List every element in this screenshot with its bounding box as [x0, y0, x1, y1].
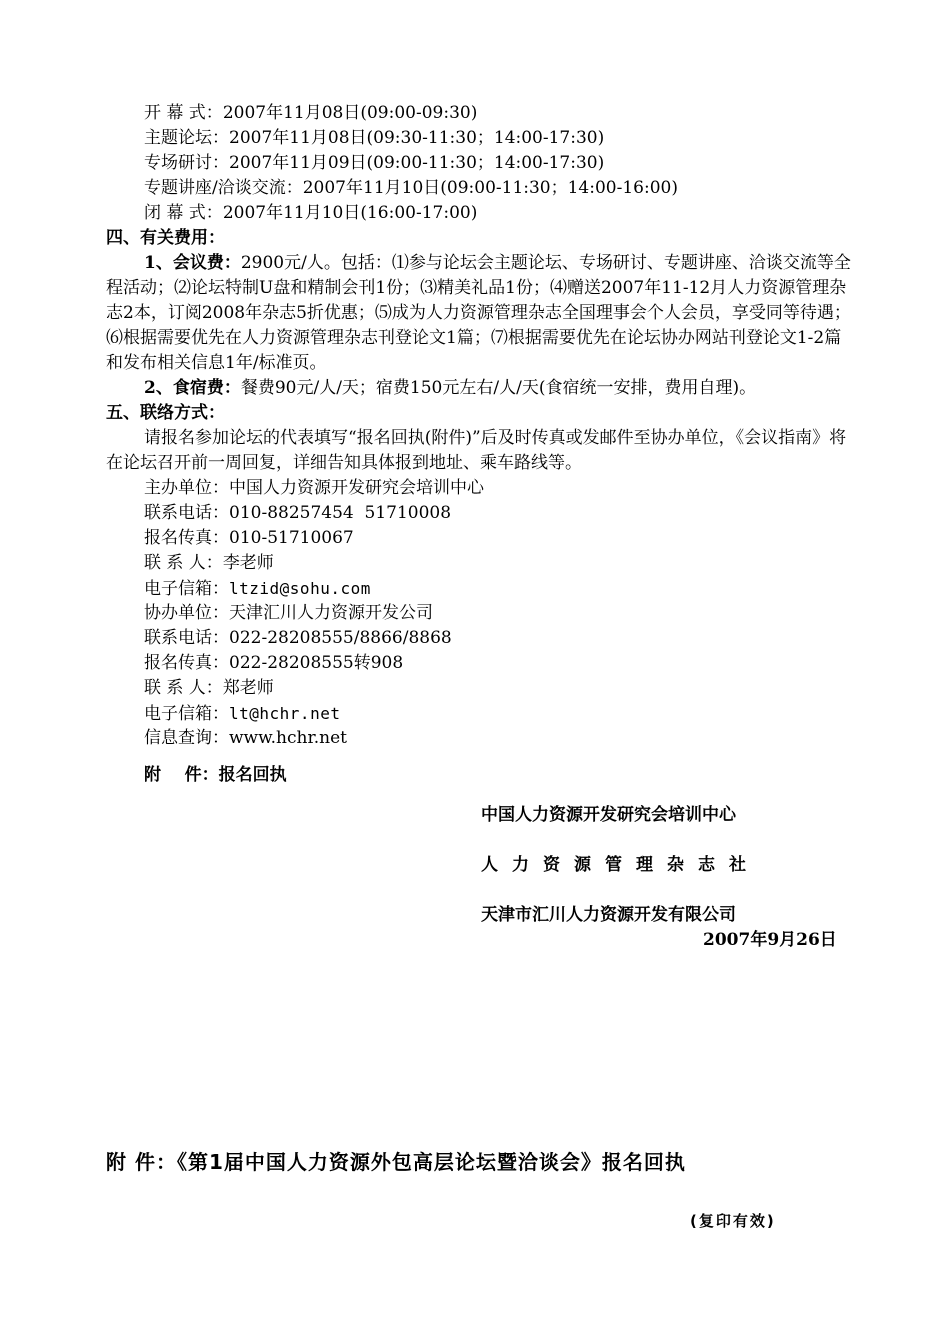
fees-item-lodging	[144, 376, 756, 401]
fees-item1-label: 1、会议费：	[144, 253, 241, 273]
field-label: 联系电话：	[144, 503, 229, 523]
email-link[interactable]: lt@hchr.net	[229, 704, 341, 723]
field-value: 郑老师	[222, 678, 274, 698]
schedule-value: 2007年11月08日(09:00-09:30)	[222, 103, 478, 123]
field-value: 022-28208555转908	[229, 653, 404, 673]
contact-heading: 五、联络方式：	[106, 403, 225, 423]
field-label: 联 系 人：	[144, 553, 223, 573]
field-value: 中国人力资源开发研究会培训中心	[229, 478, 484, 498]
schedule-label: 主题论坛：	[144, 128, 229, 148]
schedule-label: 开 幕 式：	[144, 103, 223, 123]
fees-item2-text: 餐费90元/人/天；宿费150元左右/人/天(食宿统一安排，费用自理)。	[240, 378, 757, 398]
field-label: 信息查询：	[144, 728, 229, 748]
schedule-label: 专场研讨：	[144, 153, 229, 173]
schedule-value: 2007年11月10日(16:00-17:00)	[222, 203, 478, 223]
field-value: 天津汇川人力资源开发公司	[229, 603, 433, 623]
host-person	[144, 551, 274, 576]
attachment-title: 附 件：《第1届中国人力资源外包高层论坛暨洽谈会》报名回执	[106, 1150, 686, 1174]
field-value: 010-51710067	[229, 528, 354, 548]
signature-training-center: 中国人力资源开发研究会培训中心	[481, 805, 736, 825]
attachment-line: 附 件：报名回执	[144, 765, 287, 785]
info-query	[144, 726, 347, 751]
schedule-lectures	[144, 176, 678, 201]
field-value: 李老师	[222, 553, 274, 573]
schedule-label: 闭 幕 式：	[144, 203, 223, 223]
schedule-value: 2007年11月10日(09:00-11:30；14:00-16:00)	[302, 178, 678, 198]
schedule-closing	[144, 201, 477, 226]
contact-intro: 请报名参加论坛的代表填写“报名回执(附件)”后及时传真或发邮件至协办单位，《会议指南》将在论坛召开前一周回复，详细告知具体报到地址、乘车路线等。	[106, 428, 847, 473]
signature-huichuan: 天津市汇川人力资源开发有限公司	[481, 905, 736, 925]
signature-date: 2007年9月26日	[703, 930, 837, 950]
fees-heading: 四、有关费用：	[106, 228, 225, 248]
fees-item-meeting	[106, 251, 854, 376]
field-label: 电子信箱：	[144, 704, 229, 724]
field-label: 联系电话：	[144, 628, 229, 648]
co-unit	[144, 601, 433, 626]
schedule-value: 2007年11月08日(09:30-11:30；14:00-17:30)	[229, 128, 605, 148]
field-label: 协办单位：	[144, 603, 229, 623]
field-value: 010-88257454 51710008	[229, 503, 452, 523]
field-label: 报名传真：	[144, 653, 229, 673]
host-phone	[144, 501, 451, 526]
host-email	[144, 576, 371, 602]
co-person	[144, 676, 274, 701]
schedule-label: 专题讲座/洽谈交流：	[144, 178, 303, 198]
co-phone	[144, 626, 452, 651]
field-label: 联 系 人：	[144, 678, 223, 698]
co-fax	[144, 651, 403, 676]
host-unit	[144, 476, 484, 501]
signature-magazine: 人力资源管理杂志社	[481, 855, 760, 875]
email-link[interactable]: ltzid@sohu.com	[229, 579, 371, 598]
schedule-value: 2007年11月09日(09:00-11:30；14:00-17:30)	[229, 153, 605, 173]
fees-item1-text: 2900元/人。包括：⑴参与论坛会主题论坛、专场研讨、专题讲座、洽谈交流等全程活动；⑵论坛特制U盘和精制会刊1份；⑶精美礼品1份；⑷赠送2007年11-12月人力资源管理杂志2本，订阅2008年杂志5折优惠；⑸成为人力资源管理杂志全国理事会个人会员，享受同等待遇；⑹根据需要优先在人力资源管理杂志刊登论文1篇；⑺根据需要优先在论坛协办网站刊登论文1-2篇和发布相关信息1年/标准页。	[106, 253, 851, 373]
schedule-opening	[144, 101, 477, 126]
host-fax	[144, 526, 354, 551]
website-link[interactable]: www.hchr.net	[229, 728, 347, 748]
copy-valid-note: (复印有效)	[690, 1212, 776, 1230]
field-value: 022-28208555/8866/8868	[229, 628, 452, 648]
field-label: 报名传真：	[144, 528, 229, 548]
schedule-main-forum	[144, 126, 604, 151]
field-label: 电子信箱：	[144, 579, 229, 599]
fees-item2-label: 2、食宿费：	[144, 378, 241, 398]
schedule-special-seminar	[144, 151, 604, 176]
co-email	[144, 701, 340, 727]
field-label: 主办单位：	[144, 478, 229, 498]
